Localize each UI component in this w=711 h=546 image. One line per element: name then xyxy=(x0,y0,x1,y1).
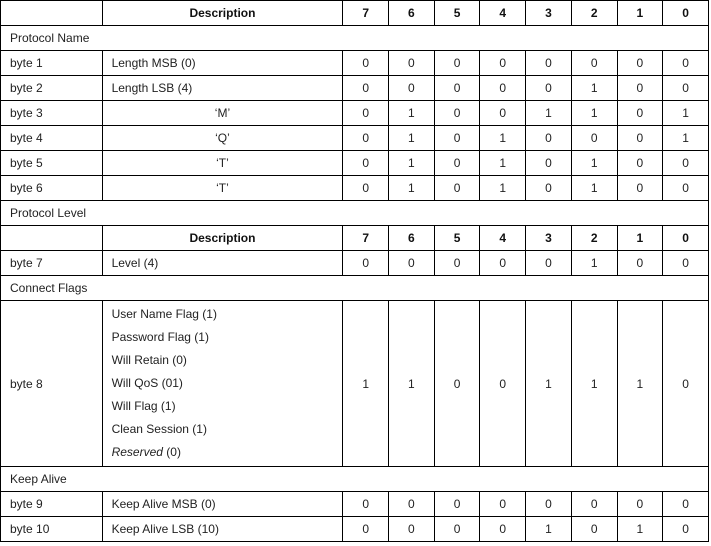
flag-reserved xyxy=(112,441,343,464)
bit-cell: 0 xyxy=(526,76,572,101)
bit-cell: 1 xyxy=(571,76,617,101)
bit-cell: 0 xyxy=(343,126,389,151)
table-row xyxy=(1,126,709,151)
byte-label: byte 7 xyxy=(1,251,103,276)
bit-cell: 0 xyxy=(663,176,709,201)
header-bit-0: 0 xyxy=(663,1,709,26)
bit-cell: 1 xyxy=(571,301,617,467)
flag-will: Will Flag (1) xyxy=(111,399,176,413)
bit-cell: 1 xyxy=(526,101,572,126)
header-bit-1: 1 xyxy=(617,1,663,26)
bit-cell: 0 xyxy=(389,76,435,101)
bit-cell: 1 xyxy=(343,301,389,467)
header-empty-cell xyxy=(1,1,103,26)
header-description: Description xyxy=(102,1,343,26)
bit-cell: 0 xyxy=(663,301,709,467)
section-row xyxy=(1,276,709,301)
section-row xyxy=(1,467,709,492)
bit-cell: 0 xyxy=(480,517,526,542)
bit-cell: 0 xyxy=(526,492,572,517)
flag-password: Password Flag (1) xyxy=(111,330,209,344)
table-row xyxy=(1,301,709,467)
bit-cell: 0 xyxy=(434,492,480,517)
byte-description: ‘M’ xyxy=(102,101,343,126)
header-bit-7: 7 xyxy=(343,1,389,26)
bit-cell: 1 xyxy=(480,151,526,176)
bit-cell: 0 xyxy=(434,176,480,201)
byte-label: byte 10 xyxy=(1,517,103,542)
bit-cell: 0 xyxy=(526,176,572,201)
table-row xyxy=(1,176,709,201)
table-row xyxy=(1,101,709,126)
bit-cell: 0 xyxy=(663,51,709,76)
byte-description: Keep Alive LSB (10) xyxy=(102,517,343,542)
bit-cell: 0 xyxy=(343,176,389,201)
section-protocol-level: Protocol Level xyxy=(1,201,709,226)
bit-cell: 1 xyxy=(526,517,572,542)
bit-cell: 0 xyxy=(571,126,617,151)
bit-cell: 0 xyxy=(571,492,617,517)
byte-label: byte 8 xyxy=(1,301,103,467)
bit-cell: 0 xyxy=(663,492,709,517)
reserved-value: (0) xyxy=(162,445,181,459)
bit-cell: 0 xyxy=(389,492,435,517)
bit-cell: 1 xyxy=(571,251,617,276)
bit-cell: 0 xyxy=(526,126,572,151)
table-row xyxy=(1,517,709,542)
bit-cell: 0 xyxy=(663,251,709,276)
bit-cell: 1 xyxy=(617,301,663,467)
bit-cell: 0 xyxy=(434,251,480,276)
bit-cell: 0 xyxy=(434,151,480,176)
byte-label: byte 4 xyxy=(1,126,103,151)
bit-cell: 0 xyxy=(389,517,435,542)
header-bit-5: 5 xyxy=(434,1,480,26)
bit-cell: 0 xyxy=(480,76,526,101)
header-bit-3: 3 xyxy=(526,226,572,251)
reserved-label: Reserved xyxy=(111,445,163,459)
flag-will-qos: Will QoS (01) xyxy=(111,376,183,390)
byte-label: byte 3 xyxy=(1,101,103,126)
bit-cell: 0 xyxy=(480,51,526,76)
bit-cell: 0 xyxy=(526,51,572,76)
byte-description: Keep Alive MSB (0) xyxy=(102,492,343,517)
header-row xyxy=(1,226,709,251)
bit-cell: 0 xyxy=(434,76,480,101)
bit-cell: 1 xyxy=(389,301,435,467)
bit-cell: 0 xyxy=(617,51,663,76)
byte-description: ‘T’ xyxy=(102,176,343,201)
bit-cell: 0 xyxy=(343,151,389,176)
header-bit-2: 2 xyxy=(571,226,617,251)
bit-cell: 0 xyxy=(617,76,663,101)
header-bit-7: 7 xyxy=(343,226,389,251)
bit-cell: 1 xyxy=(617,517,663,542)
bit-cell: 0 xyxy=(434,517,480,542)
bit-cell: 1 xyxy=(389,151,435,176)
byte-description: Level (4) xyxy=(102,251,343,276)
byte-description: ‘T’ xyxy=(102,151,343,176)
bit-cell: 0 xyxy=(434,126,480,151)
header-bit-2: 2 xyxy=(571,1,617,26)
bit-cell: 1 xyxy=(389,126,435,151)
bit-cell: 0 xyxy=(526,251,572,276)
bit-cell: 0 xyxy=(480,101,526,126)
bit-cell: 0 xyxy=(571,517,617,542)
bit-cell: 0 xyxy=(617,101,663,126)
byte-label: byte 1 xyxy=(1,51,103,76)
bit-cell: 0 xyxy=(480,492,526,517)
bit-cell: 0 xyxy=(434,101,480,126)
flag-user-name: User Name Flag (1) xyxy=(111,307,217,321)
header-bit-4: 4 xyxy=(480,226,526,251)
header-bit-5: 5 xyxy=(434,226,480,251)
header-bit-6: 6 xyxy=(389,226,435,251)
bit-cell: 0 xyxy=(571,51,617,76)
bit-cell: 1 xyxy=(663,126,709,151)
flag-clean-session: Clean Session (1) xyxy=(111,422,207,436)
bit-cell: 0 xyxy=(389,251,435,276)
header-empty-cell xyxy=(1,226,103,251)
section-keep-alive: Keep Alive xyxy=(1,467,709,492)
bit-cell: 1 xyxy=(571,151,617,176)
connect-flags-description xyxy=(102,301,343,467)
bit-cell: 0 xyxy=(663,76,709,101)
byte-label: byte 2 xyxy=(1,76,103,101)
byte-description: ‘Q’ xyxy=(102,126,343,151)
table-row xyxy=(1,151,709,176)
bit-cell: 1 xyxy=(571,176,617,201)
bit-cell: 0 xyxy=(389,51,435,76)
bit-cell: 0 xyxy=(663,517,709,542)
bit-cell: 0 xyxy=(434,51,480,76)
bit-cell: 0 xyxy=(343,76,389,101)
byte-label: byte 6 xyxy=(1,176,103,201)
bit-cell: 1 xyxy=(480,126,526,151)
section-row xyxy=(1,26,709,51)
table-row xyxy=(1,51,709,76)
bit-cell: 1 xyxy=(571,101,617,126)
bit-cell: 0 xyxy=(663,151,709,176)
header-bit-0: 0 xyxy=(663,226,709,251)
bit-cell: 0 xyxy=(480,251,526,276)
bit-cell: 0 xyxy=(526,151,572,176)
bit-cell: 0 xyxy=(617,492,663,517)
bit-cell: 1 xyxy=(389,176,435,201)
header-bit-6: 6 xyxy=(389,1,435,26)
header-description: Description xyxy=(102,226,343,251)
bit-cell: 1 xyxy=(389,101,435,126)
section-protocol-name: Protocol Name xyxy=(1,26,709,51)
bit-cell: 0 xyxy=(343,51,389,76)
section-row xyxy=(1,201,709,226)
header-bit-4: 4 xyxy=(480,1,526,26)
bit-cell: 0 xyxy=(343,251,389,276)
table-row xyxy=(1,492,709,517)
bit-cell: 0 xyxy=(480,301,526,467)
bit-cell: 0 xyxy=(343,101,389,126)
byte-label: byte 9 xyxy=(1,492,103,517)
bit-cell: 0 xyxy=(343,517,389,542)
bit-cell: 0 xyxy=(617,126,663,151)
header-bit-1: 1 xyxy=(617,226,663,251)
header-row xyxy=(1,1,709,26)
table-row xyxy=(1,251,709,276)
byte-label: byte 5 xyxy=(1,151,103,176)
bit-cell: 1 xyxy=(480,176,526,201)
header-bit-3: 3 xyxy=(526,1,572,26)
section-connect-flags: Connect Flags xyxy=(1,276,709,301)
bit-cell: 1 xyxy=(663,101,709,126)
bit-cell: 0 xyxy=(343,492,389,517)
flag-will-retain: Will Retain (0) xyxy=(111,353,187,367)
bit-cell: 1 xyxy=(526,301,572,467)
byte-description: Length LSB (4) xyxy=(102,76,343,101)
byte-description: Length MSB (0) xyxy=(102,51,343,76)
bit-cell: 0 xyxy=(434,301,480,467)
bit-cell: 0 xyxy=(617,176,663,201)
bit-cell: 0 xyxy=(617,151,663,176)
table-row xyxy=(1,76,709,101)
bit-cell: 0 xyxy=(617,251,663,276)
